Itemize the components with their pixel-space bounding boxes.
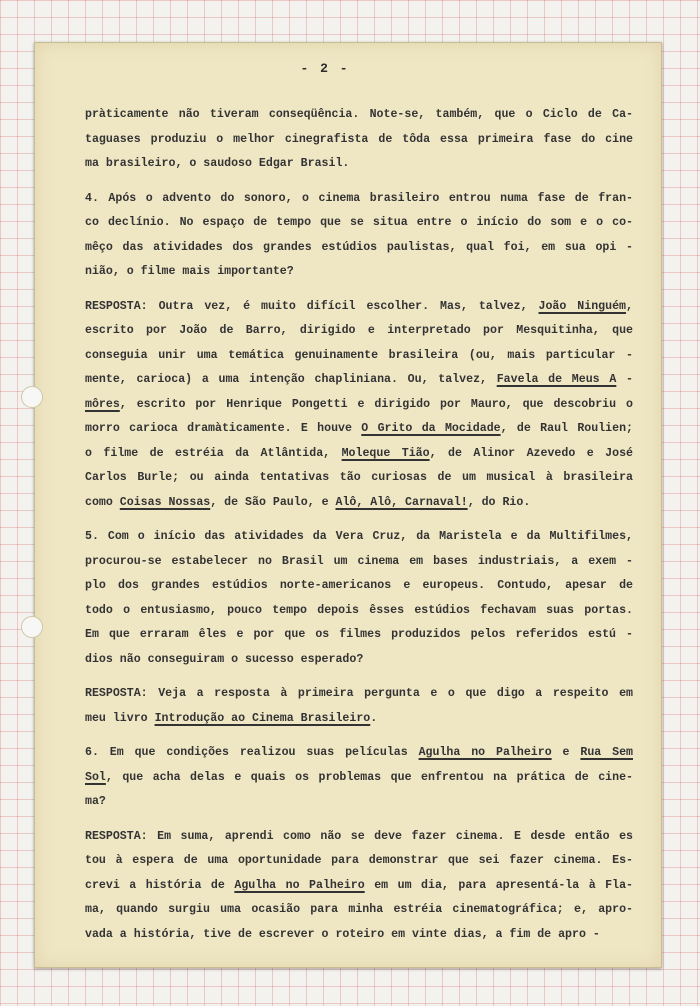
paragraph (85, 825, 633, 948)
paragraph (85, 525, 633, 672)
text-line: conseguia unir uma temática genuinamente brasileira (ou, mais particular - (85, 348, 633, 362)
paragraph (85, 295, 633, 516)
text-line: crevi a história de Agulha no Palheiro em um dia, para apresentá-la à Fla- (85, 878, 634, 892)
text-line: vada a história, tive de escrever o roteiro em vinte dias, a fim de apro - (85, 927, 600, 941)
paragraph (85, 682, 633, 731)
paragraph (85, 187, 633, 285)
text-line: pràticamente não tiveram conseqüência. Note-se, também, que o Ciclo de Ca- (85, 108, 633, 121)
text-line: RESPOSTA: Veja a resposta à primeira pergunta e o que digo a respeito em (85, 687, 633, 700)
paragraph (85, 103, 633, 177)
text-line: taguases produziu o melhor cinegrafista de tôda essa primeira fase do cine (85, 132, 633, 146)
text-line: mente, carioca) a uma intenção chapliniana. Ou, talvez, Favela de Meus A - (85, 373, 633, 386)
page-number: - 2 - (300, 61, 350, 76)
punch-hole-bottom (21, 616, 43, 638)
text-line: dios não conseguiram o sucesso esperado? (85, 652, 364, 666)
text-line: escrito por João de Barro, dirigido e interpretado por Mesquitinha, que (85, 324, 633, 337)
text-line: ma? (85, 795, 106, 808)
text-line: RESPOSTA: Outra vez, é muito difícil escolher. Mas, talvez, João Ninguém, (85, 299, 633, 313)
text-line: 5. Com o início das atividades da Vera Cruz, da Maristela e da Multifilmes, (85, 530, 633, 543)
text-line: 6. Em que condições realizou suas películas Agulha no Palheiro e Rua Sem (85, 746, 633, 759)
text-line: plo dos grandes estúdios norte-americanos e europeus. Contudo, apesar de (85, 579, 633, 592)
text-line: como Coisas Nossas, de São Paulo, e Alô, Alô, Carnaval!, do Rio. (85, 495, 531, 509)
text-line: o filme de estréia da Atlântida, Moleque Tião, de Alinor Azevedo e José (85, 446, 633, 460)
text-line: procurou-se estabelecer no Brasil um cinema em bases industriais, a exem - (85, 554, 633, 568)
punch-hole-top (21, 386, 43, 408)
text-line: Sol, que acha delas e quais os problemas que enfrentou na prática de cine- (85, 770, 633, 784)
document-body (85, 103, 633, 947)
document-page (34, 42, 662, 968)
text-line: morro carioca dramàticamente. E houve O Grito da Mocidade, de Raul Roulien; (85, 422, 633, 435)
text-line: Carlos Burle; ou ainda tentativas tão curiosas de um musical à brasileira (85, 471, 633, 484)
paragraph (85, 741, 633, 815)
text-line: RESPOSTA: Em suma, aprendi como não se deve fazer cinema. E desde então es (85, 829, 633, 843)
text-line: Em que erraram êles e por que os filmes produzidos pelos referidos estú - (85, 628, 633, 641)
text-line: todo o entusiasmo, pouco tempo depois êsses estúdios fechavam suas portas. (85, 603, 633, 617)
text-line: ma brasileiro, o saudoso Edgar Brasil. (85, 157, 350, 170)
text-line: môres, escrito por Henrique Pongetti e dirigido por Mauro, que descobriu o (85, 397, 633, 411)
text-line: tou à espera de uma oportunidade para demonstrar que sei fazer cinema. Es- (85, 854, 633, 867)
text-line: co declínio. No espaço de tempo que se situa entre o início do som e o co- (85, 216, 633, 229)
text-line: mêço das atividades dos grandes estúdios paulistas, qual foi, em sua opi - (85, 240, 633, 254)
text-line: meu livro Introdução ao Cinema Brasileiro. (85, 711, 378, 725)
text-line: 4. Após o advento do sonoro, o cinema brasileiro entrou numa fase de fran- (85, 191, 633, 205)
text-line: nião, o filme mais importante? (85, 265, 294, 278)
text-line: ma, quando surgiu uma ocasião para minha estréia cinematográfica; e, apro- (85, 903, 633, 916)
